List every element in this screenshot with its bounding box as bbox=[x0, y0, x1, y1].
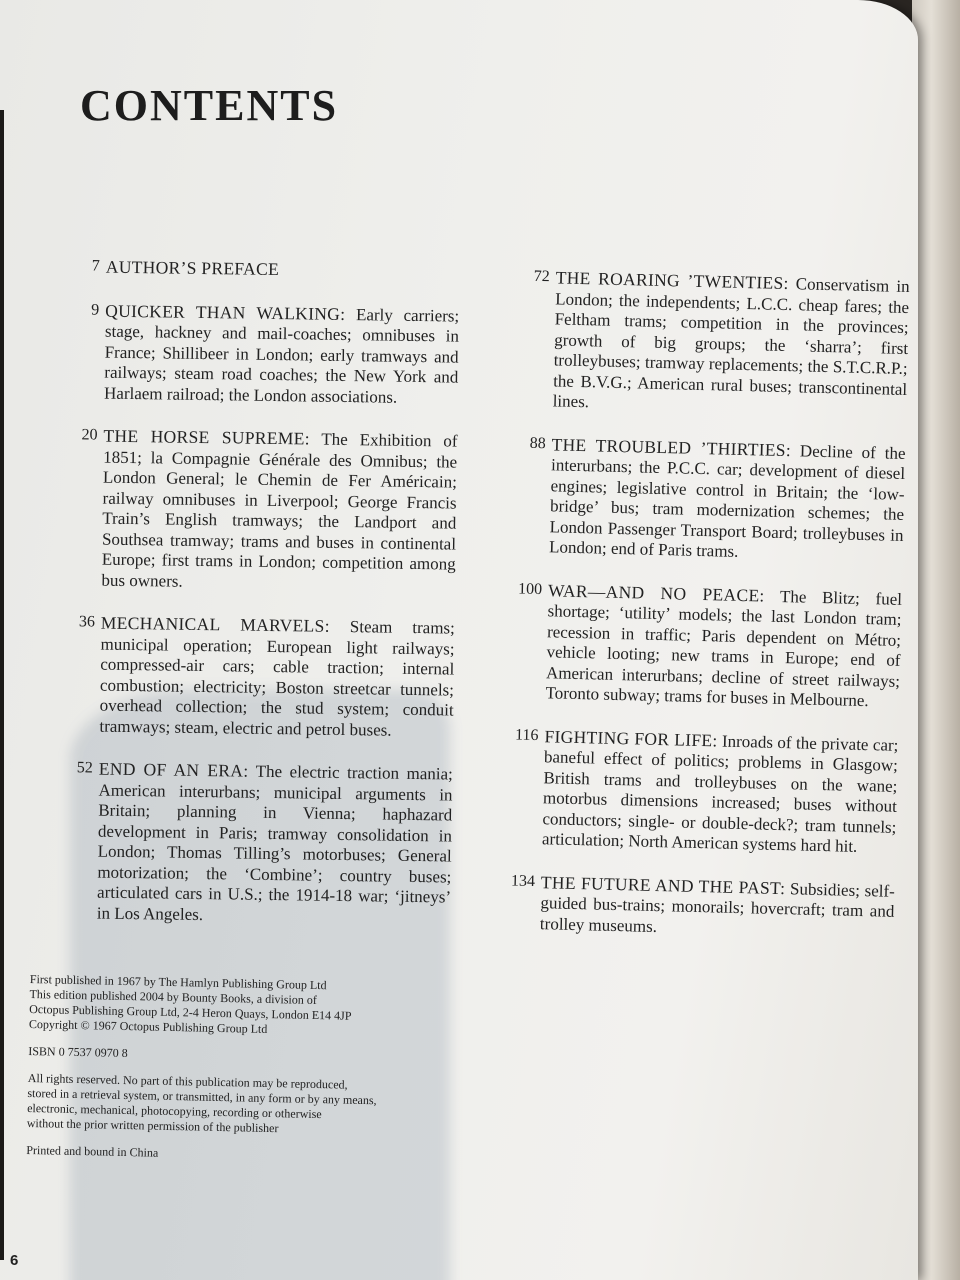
contents-column-right bbox=[483, 266, 910, 965]
printer-note: Printed and bound in China bbox=[26, 1142, 159, 1160]
entry-page-number: 7 bbox=[91, 257, 100, 275]
entry-description: Subsidies; self-guided bus-trains; monorails; hovercraft; tram and trolley museums. bbox=[539, 878, 896, 936]
entry-heading: THE TROUBLED ’THIRTIES: bbox=[551, 433, 792, 460]
adjacent-page-edge bbox=[912, 0, 960, 1280]
entry-heading: AUTHOR’S PREFACE bbox=[105, 256, 280, 280]
entry-page-number: 72 bbox=[533, 267, 550, 286]
entry-heading: FIGHTING FOR LIFE: bbox=[544, 725, 718, 750]
contents-entry bbox=[489, 578, 902, 712]
entry-heading: THE ROARING ’TWENTIES: bbox=[555, 267, 789, 294]
entry-page-number: 36 bbox=[78, 613, 96, 631]
entry-page-number: 88 bbox=[529, 434, 546, 452]
entry-page-number: 52 bbox=[76, 759, 93, 777]
entry-description: The Blitz; fuel shortage; ‘utility’ models; the last London tram; recession in traffic; Paris dependent on Métro; vehicle looting; new trams in Europe; end of American interurbans; decline of street railways; Toronto subway; trams for buses in Melbourne. bbox=[545, 586, 903, 711]
imprint-block bbox=[26, 972, 410, 1178]
entry-description: Steam trams; municipal operation; European light railways; compressed-air cars; cable traction; internal combustion; electricity; Boston streetcar tunnels; overhead collection; the stud system; conduit tramways; steam, electric and petrol buses. bbox=[99, 617, 455, 740]
isbn: ISBN 0 7537 0970 8 bbox=[28, 1043, 128, 1061]
entry-description: Conservatism in London; the independents; L.C.C. cheap fares; the Feltham trams; competition in the provinces; growth of big groups; the ‘sharra’; first trolleybuses; tramway replacements; the S.T.C.R.P.; the B.V.G.; American rural buses; transcontinental lines. bbox=[552, 274, 910, 412]
entry-page-number: 100 bbox=[517, 580, 543, 598]
entry-description: Inroads of the private car; baneful effect of politics; problems in Glasgow; British trams and trolleybuses on the wane; motorbus dimensions increased; buses without conductors; single- or double-deck?; tram tunnels; articulation; North American systems hard hit. bbox=[541, 731, 899, 856]
contents-entry bbox=[58, 299, 459, 408]
rights-notice: All rights reserved. No part of this publication may be reproduced, stored in a retrieval system, or transmitted, in any form or by any means, electronic, mechanical, photocopying, recording or otherwise without the prior written permission of the publisher bbox=[26, 1070, 377, 1136]
entry-page-number: 9 bbox=[91, 300, 100, 319]
page-title: CONTENTS bbox=[80, 81, 339, 130]
contents-entry bbox=[51, 758, 453, 929]
entry-description: The electric traction mania; American interurbans; municipal arguments in Britain; planning in Vienna; haphazard development in Paris; tramway consolidation in London; Thomas Tilling’s motorbuses; General motorization; the ‘Combine’; country buses; articulated cars in U.S.; the 1914-18 war; ‘jitneys’ in Los Angeles. bbox=[96, 761, 453, 924]
contents-entry bbox=[486, 724, 899, 858]
page-number: 6 bbox=[10, 1252, 19, 1269]
contents-entry bbox=[53, 612, 455, 742]
entry-page-number: 116 bbox=[514, 726, 539, 744]
entry-heading: THE FUTURE AND THE PAST: bbox=[540, 871, 786, 898]
contents-entry bbox=[496, 266, 909, 420]
contents-entry bbox=[484, 870, 895, 942]
entry-heading: WAR—AND NO PEACE: bbox=[547, 579, 765, 606]
contents-column-left bbox=[50, 256, 460, 951]
entry-page-number: 134 bbox=[510, 871, 536, 890]
entry-description: Early carriers; stage, hackney and mail-coaches; omnibuses in France; Shillibeer in London; early tramways and railways; steam road coaches; the New York and Harlaem railroad; the London associations. bbox=[103, 304, 460, 407]
entry-page-number: 20 bbox=[81, 426, 98, 444]
entry-heading: MECHANICAL MARVELS: bbox=[100, 612, 330, 636]
entry-description: The Exhibition of 1851; la Compagnie Générale des Omnibus; the London General; le Chemin de Fer Américain; railway omnibuses in Liverpool; George Francis Train’s English tramways; the Landport and Southsea tramway; trams and buses in continental Europe; first trams in London; competition among bus owners. bbox=[101, 429, 458, 591]
binding-edge bbox=[0, 110, 4, 1260]
contents-entry bbox=[493, 432, 906, 566]
entry-heading: THE HORSE SUPREME: bbox=[103, 425, 310, 449]
entry-heading: END OF AN ERA: bbox=[98, 758, 249, 781]
entry-heading: QUICKER THAN WALKING: bbox=[105, 300, 346, 324]
contents-entry bbox=[60, 256, 460, 283]
entry-description: Decline of the interurbans; the P.C.C. car; development of diesel engines; legislative control in Britain; the ‘low-bridge’ bus; tram modernization schemes; the London Passenger Transport Board; trolleybuses in London; end of Paris trams. bbox=[548, 440, 906, 561]
contents-entry bbox=[55, 425, 457, 596]
publication-details: First published in 1967 by The Hamlyn Publishing Group Ltd This edition published 2004 by Bounty Books, a division of Octopus Publishing Group Ltd, 2-4 Heron Quays, London E14 4JP Copyright © 1967 Octopus Publishing Group Ltd bbox=[28, 972, 352, 1036]
